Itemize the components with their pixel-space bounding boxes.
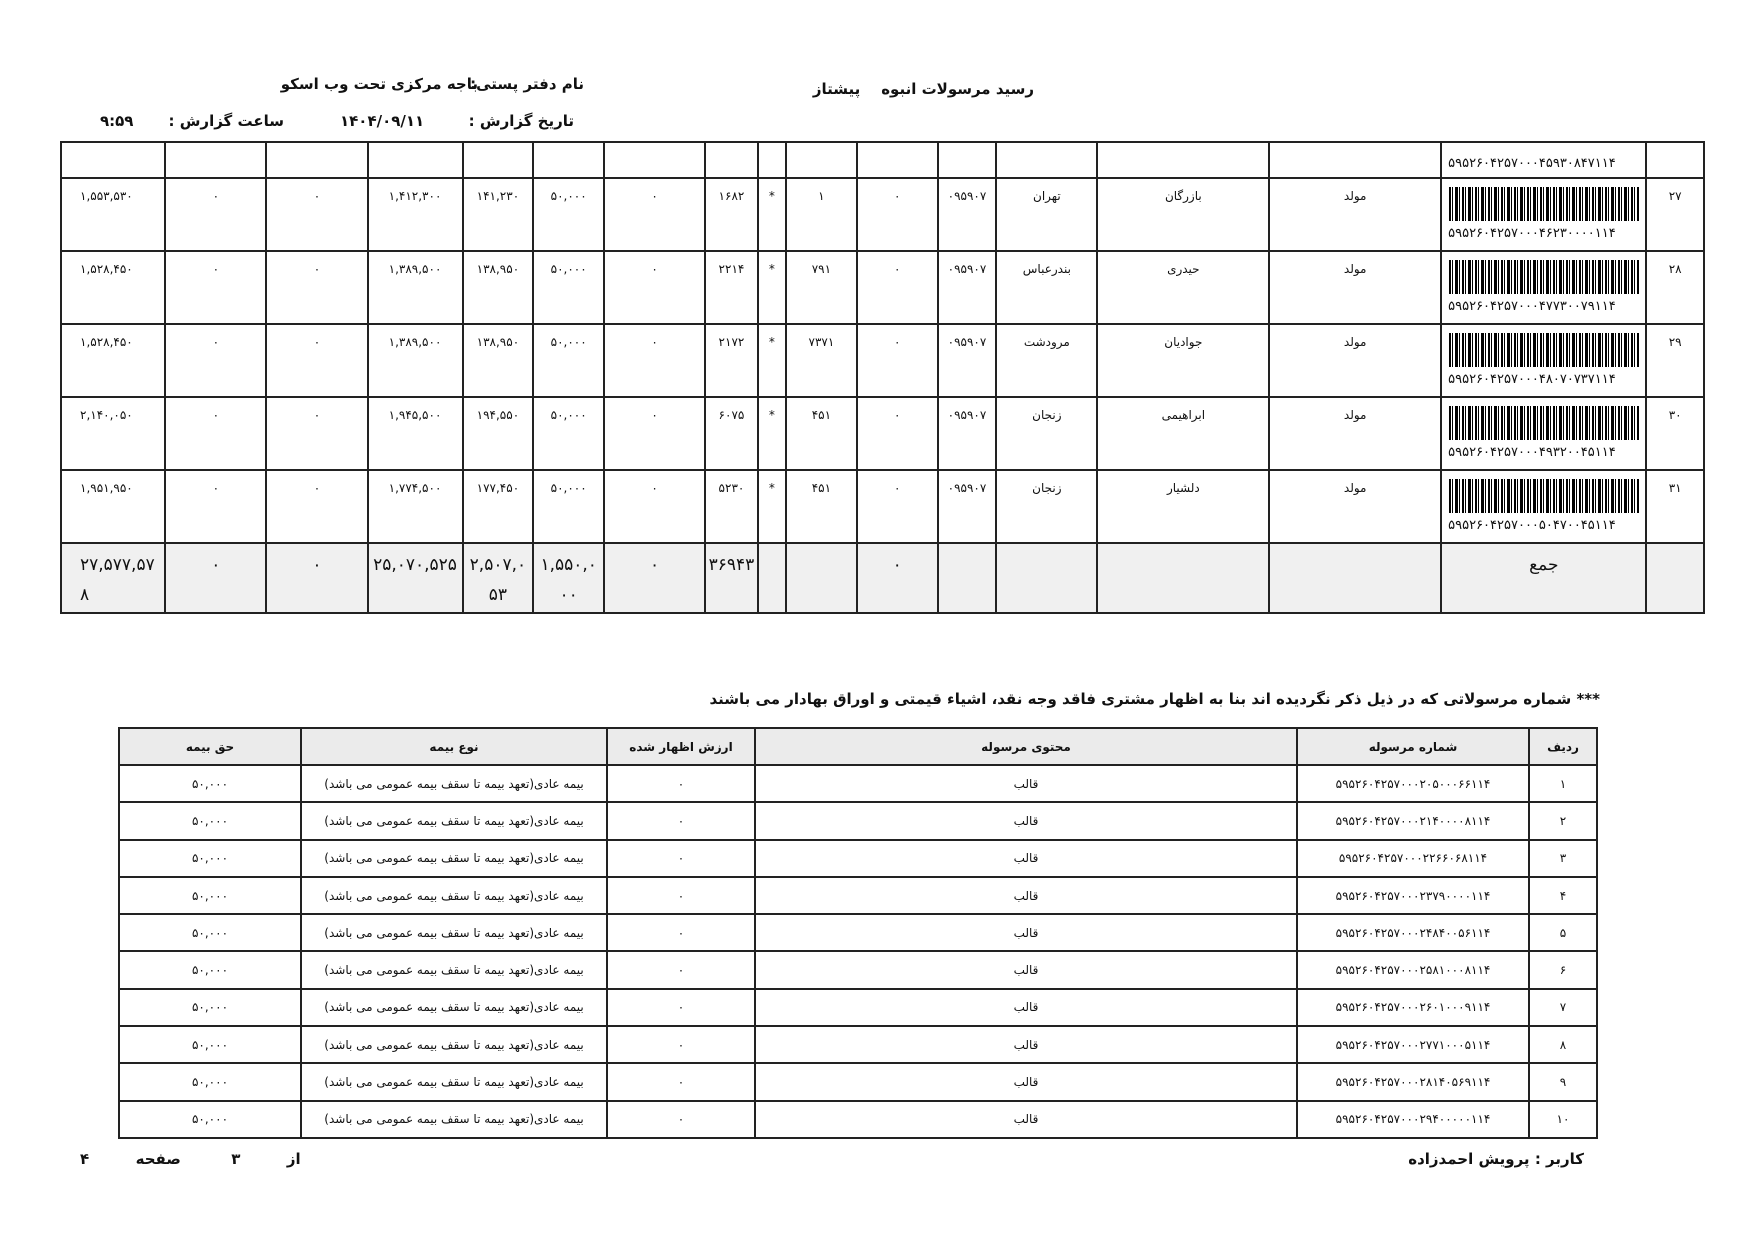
- cell-c11: ۰: [604, 397, 705, 470]
- cell-c9: *: [758, 397, 786, 470]
- cell-c8: ۴۵۱: [786, 397, 857, 470]
- ins-row-number: ۲: [1529, 802, 1597, 839]
- cell-c12: ۵۰,۰۰۰: [533, 470, 604, 543]
- sum-c7: ۰: [857, 543, 938, 613]
- code: ۰۹۵۹۰۷: [938, 397, 997, 470]
- row-total: ۱,۵۵۳,۵۳۰: [61, 178, 165, 251]
- city: بندرعباس: [996, 251, 1097, 324]
- sum-c11: ۰: [604, 543, 705, 613]
- ins-type: بیمه عادی(تعهد بیمه تا سقف بیمه عمومی می باشد): [301, 802, 607, 839]
- cell-c13: ۱۷۷,۴۵۰: [463, 470, 534, 543]
- ins-type: بیمه عادی(تعهد بیمه تا سقف بیمه عمومی می باشد): [301, 1063, 607, 1100]
- barcode-image: [1449, 479, 1639, 513]
- cell-c11: ۰: [604, 251, 705, 324]
- cell-c16: ۰: [165, 251, 266, 324]
- cell-c16: ۰: [165, 397, 266, 470]
- ins-declared: ۰: [607, 765, 755, 802]
- cell-c12: ۵۰,۰۰۰: [533, 178, 604, 251]
- cell-c14: ۱,۷۷۴,۵۰۰: [368, 470, 463, 543]
- barcode-cell: [1441, 470, 1646, 543]
- sum-empty: [938, 543, 997, 613]
- cell-c8: ۱: [786, 178, 857, 251]
- ins-row-number: ۵: [1529, 914, 1597, 951]
- cell-c14: ۱,۹۴۵,۵۰۰: [368, 397, 463, 470]
- weight: ۶۰۷۵: [705, 397, 758, 470]
- table-row-cut: [61, 142, 1704, 178]
- ins-content: قالب: [755, 989, 1297, 1026]
- receiver: حیدری: [1097, 251, 1269, 324]
- time-label: ساعت گزارش :: [168, 112, 284, 130]
- ins-declared: ۰: [607, 989, 755, 1026]
- page-total: ۴: [80, 1150, 90, 1168]
- time-value: ۹:۵۹: [100, 112, 134, 130]
- ins-type: بیمه عادی(تعهد بیمه تا سقف بیمه عمومی می باشد): [301, 989, 607, 1026]
- row-total: ۲,۱۴۰,۰۵۰: [61, 397, 165, 470]
- sender: مولد: [1269, 324, 1441, 397]
- ins-declared: ۰: [607, 802, 755, 839]
- sum-empty: [758, 543, 786, 613]
- ins-fee: ۵۰,۰۰۰: [119, 1101, 301, 1138]
- insurance-row: [119, 1063, 1597, 1100]
- insurance-row: [119, 1026, 1597, 1063]
- row-total: ۱,۵۲۸,۴۵۰: [61, 324, 165, 397]
- row-number: ۲۹: [1646, 324, 1704, 397]
- ins-declared: ۰: [607, 1101, 755, 1138]
- weight: ۲۱۷۲: [705, 324, 758, 397]
- cell-c12: ۵۰,۰۰۰: [533, 324, 604, 397]
- ins-fee: ۵۰,۰۰۰: [119, 1026, 301, 1063]
- page-of: از: [286, 1150, 301, 1168]
- ins-fee: ۵۰,۰۰۰: [119, 840, 301, 877]
- service-type: پیشتاز: [812, 80, 861, 98]
- ins-row-number: ۷: [1529, 989, 1597, 1026]
- sum-total: ۲۷,۵۷۷,۵۷۸: [61, 543, 165, 613]
- ins-content: قالب: [755, 1063, 1297, 1100]
- cell-c7: ۰: [857, 324, 938, 397]
- col-declared: ارزش اظهار شده: [607, 728, 755, 765]
- insurance-row: [119, 802, 1597, 839]
- ins-parcel-number: ۵۹۵۲۶۰۴۲۵۷۰۰۰۲۹۴۰۰۰۰۰۱۱۴: [1297, 1101, 1529, 1138]
- cell-c13: ۱۳۸,۹۵۰: [463, 251, 534, 324]
- ins-content: قالب: [755, 1026, 1297, 1063]
- city: زنجان: [996, 470, 1097, 543]
- ins-row-number: ۴: [1529, 877, 1597, 914]
- user-name: پرویش احمدزاده: [1408, 1150, 1530, 1168]
- ins-parcel-number: ۵۹۵۲۶۰۴۲۵۷۰۰۰۲۶۰۱۰۰۰۹۱۱۴: [1297, 989, 1529, 1026]
- weight: ۲۲۱۴: [705, 251, 758, 324]
- ins-content: قالب: [755, 951, 1297, 988]
- city: تهران: [996, 178, 1097, 251]
- note-text: *** شماره مرسولاتی که در ذیل ذکر نگردیده اند بنا به اظهار مشتری فاقد وجه نقد، اشیاء قیمتی و اوراق بهادار می باشند: [709, 690, 1600, 708]
- col-row: ردیف: [1529, 728, 1597, 765]
- ins-fee: ۵۰,۰۰۰: [119, 914, 301, 951]
- ins-parcel-number: ۵۹۵۲۶۰۴۲۵۷۰۰۰۲۸۱۴۰۵۶۹۱۱۴: [1297, 1063, 1529, 1100]
- sum-c15: ۰: [266, 543, 367, 613]
- insurance-row: [119, 1101, 1597, 1138]
- row-number: ۳۱: [1646, 470, 1704, 543]
- ins-content: قالب: [755, 802, 1297, 839]
- ins-fee: ۵۰,۰۰۰: [119, 951, 301, 988]
- cell-c11: ۰: [604, 470, 705, 543]
- ins-row-number: ۸: [1529, 1026, 1597, 1063]
- sum-empty: [996, 543, 1097, 613]
- ins-row-number: ۱: [1529, 765, 1597, 802]
- ins-type: بیمه عادی(تعهد بیمه تا سقف بیمه عمومی می باشد): [301, 840, 607, 877]
- barcode-number: ۵۹۵۲۶۰۴۲۵۷۰۰۰۴۶۲۳۰۰۰۰۱۱۴: [1448, 226, 1616, 241]
- ins-row-number: ۱۰: [1529, 1101, 1597, 1138]
- sum-empty: [1646, 543, 1704, 613]
- col-content: محتوی مرسوله: [755, 728, 1297, 765]
- ins-row-number: ۶: [1529, 951, 1597, 988]
- barcode-image: [1449, 406, 1639, 440]
- sum-empty: [786, 543, 857, 613]
- cell-c16: ۰: [165, 324, 266, 397]
- barcode-number: ۵۹۵۲۶۰۴۲۵۷۰۰۰۴۵۹۳۰۸۴۷۱۱۴: [1448, 156, 1616, 171]
- code: ۰۹۵۹۰۷: [938, 251, 997, 324]
- user-label: کاربر :: [1534, 1150, 1584, 1168]
- ins-declared: ۰: [607, 877, 755, 914]
- barcode-number: ۵۹۵۲۶۰۴۲۵۷۰۰۰۴۹۳۲۰۰۴۵۱۱۴: [1448, 445, 1616, 460]
- ins-content: قالب: [755, 914, 1297, 951]
- cell-c9: *: [758, 178, 786, 251]
- sum-label: جمع: [1441, 543, 1646, 613]
- cell-c13: ۱۳۸,۹۵۰: [463, 324, 534, 397]
- col-ins-type: نوع بیمه: [301, 728, 607, 765]
- insurance-row: [119, 914, 1597, 951]
- sum-row: [61, 543, 1704, 613]
- cell-c8: ۷۳۷۱: [786, 324, 857, 397]
- sender: مولد: [1269, 178, 1441, 251]
- table-row: [61, 251, 1704, 324]
- barcode-image: [1449, 260, 1639, 294]
- row-number: ۲۷: [1646, 178, 1704, 251]
- ins-type: بیمه عادی(تعهد بیمه تا سقف بیمه عمومی می باشد): [301, 1026, 607, 1063]
- insurance-row: [119, 765, 1597, 802]
- row-number: ۲۸: [1646, 251, 1704, 324]
- sum-c14: ۲۵,۰۷۰,۵۲۵: [368, 543, 463, 613]
- ins-row-number: ۹: [1529, 1063, 1597, 1100]
- cell-c11: ۰: [604, 178, 705, 251]
- insurance-row: [119, 840, 1597, 877]
- sender: مولد: [1269, 397, 1441, 470]
- ins-parcel-number: ۵۹۵۲۶۰۴۲۵۷۰۰۰۲۵۸۱۰۰۰۸۱۱۴: [1297, 951, 1529, 988]
- receiver: دلشیار: [1097, 470, 1269, 543]
- cell-c8: ۴۵۱: [786, 470, 857, 543]
- cell-c15: ۰: [266, 324, 367, 397]
- cell-c15: ۰: [266, 470, 367, 543]
- table-row: [61, 397, 1704, 470]
- ins-type: بیمه عادی(تعهد بیمه تا سقف بیمه عمومی می باشد): [301, 1101, 607, 1138]
- ins-declared: ۰: [607, 1026, 755, 1063]
- cell-c14: ۱,۳۸۹,۵۰۰: [368, 324, 463, 397]
- cell-c9: *: [758, 251, 786, 324]
- ins-fee: ۵۰,۰۰۰: [119, 989, 301, 1026]
- row-number: ۳۰: [1646, 397, 1704, 470]
- cell-c9: *: [758, 470, 786, 543]
- cell-c16: ۰: [165, 178, 266, 251]
- office-label: نام دفتر پستی:: [470, 75, 584, 93]
- cell-c12: ۵۰,۰۰۰: [533, 251, 604, 324]
- cell-c15: ۰: [266, 178, 367, 251]
- ins-type: بیمه عادی(تعهد بیمه تا سقف بیمه عمومی می باشد): [301, 765, 607, 802]
- ins-content: قالب: [755, 840, 1297, 877]
- cell-c15: ۰: [266, 251, 367, 324]
- page-current: ۳: [231, 1150, 241, 1168]
- cell-c9: *: [758, 324, 786, 397]
- sender: مولد: [1269, 470, 1441, 543]
- city: مرودشت: [996, 324, 1097, 397]
- cell-c7: ۰: [857, 470, 938, 543]
- barcode-number: ۵۹۵۲۶۰۴۲۵۷۰۰۰۵۰۴۷۰۰۴۵۱۱۴: [1448, 518, 1616, 533]
- ins-type: بیمه عادی(تعهد بیمه تا سقف بیمه عمومی می باشد): [301, 951, 607, 988]
- barcode-image: [1449, 333, 1639, 367]
- cell-c7: ۰: [857, 251, 938, 324]
- weight: ۵۲۳۰: [705, 470, 758, 543]
- insurance-table: [118, 727, 1598, 1139]
- ins-parcel-number: ۵۹۵۲۶۰۴۲۵۷۰۰۰۲۳۷۹۰۰۰۰۱۱۴: [1297, 877, 1529, 914]
- insurance-row: [119, 989, 1597, 1026]
- ins-content: قالب: [755, 1101, 1297, 1138]
- sum-empty: [1269, 543, 1441, 613]
- barcode-cell: [1441, 251, 1646, 324]
- ins-declared: ۰: [607, 1063, 755, 1100]
- date-label: تاریخ گزارش :: [468, 112, 574, 130]
- cell-c13: ۱۴۱,۲۳۰: [463, 178, 534, 251]
- cell-c8: ۷۹۱: [786, 251, 857, 324]
- sum-weight: ۳۶۹۴۳: [705, 543, 758, 613]
- ins-fee: ۵۰,۰۰۰: [119, 877, 301, 914]
- ins-parcel-number: ۵۹۵۲۶۰۴۲۵۷۰۰۰۲۷۷۱۰۰۰۵۱۱۴: [1297, 1026, 1529, 1063]
- sum-c12: ۱,۵۵۰,۰۰۰: [533, 543, 604, 613]
- receiver: ابراهیمی: [1097, 397, 1269, 470]
- ins-type: بیمه عادی(تعهد بیمه تا سقف بیمه عمومی می باشد): [301, 914, 607, 951]
- receiver: جوادیان: [1097, 324, 1269, 397]
- ins-declared: ۰: [607, 914, 755, 951]
- code: ۰۹۵۹۰۷: [938, 178, 997, 251]
- insurance-header-row: [119, 728, 1597, 765]
- sum-c16: ۰: [165, 543, 266, 613]
- ins-row-number: ۳: [1529, 840, 1597, 877]
- ins-parcel-number: ۵۹۵۲۶۰۴۲۵۷۰۰۰۲۰۵۰۰۰۶۶۱۱۴: [1297, 765, 1529, 802]
- barcode-number: ۵۹۵۲۶۰۴۲۵۷۰۰۰۴۷۷۳۰۰۷۹۱۱۴: [1448, 299, 1616, 314]
- weight: ۱۶۸۲: [705, 178, 758, 251]
- insurance-row: [119, 877, 1597, 914]
- office-name: باجه مرکزی تحت وب اسکو: [280, 75, 478, 93]
- date-value: ۱۴۰۴/۰۹/۱۱: [340, 112, 425, 130]
- ins-fee: ۵۰,۰۰۰: [119, 1063, 301, 1100]
- col-ins-fee: حق بیمه: [119, 728, 301, 765]
- cell-c13: ۱۹۴,۵۵۰: [463, 397, 534, 470]
- city: زنجان: [996, 397, 1097, 470]
- receipt-title-text: رسید مرسولات انبوه: [881, 80, 1034, 98]
- ins-fee: ۵۰,۰۰۰: [119, 802, 301, 839]
- ins-parcel-number: ۵۹۵۲۶۰۴۲۵۷۰۰۰۲۲۶۶۰۶۸۱۱۴: [1297, 840, 1529, 877]
- row-total: ۱,۹۵۱,۹۵۰: [61, 470, 165, 543]
- footer-user: [1408, 1150, 1584, 1168]
- sender: مولد: [1269, 251, 1441, 324]
- page-label: صفحه: [135, 1150, 181, 1168]
- cell-c12: ۵۰,۰۰۰: [533, 397, 604, 470]
- ins-declared: ۰: [607, 840, 755, 877]
- cell-c7: ۰: [857, 178, 938, 251]
- ins-type: بیمه عادی(تعهد بیمه تا سقف بیمه عمومی می باشد): [301, 877, 607, 914]
- sum-empty: [1097, 543, 1269, 613]
- cell-c14: ۱,۳۸۹,۵۰۰: [368, 251, 463, 324]
- ins-parcel-number: ۵۹۵۲۶۰۴۲۵۷۰۰۰۲۱۴۰۰۰۰۸۱۱۴: [1297, 802, 1529, 839]
- col-parcel-no: شماره مرسوله: [1297, 728, 1529, 765]
- barcode-image: [1449, 187, 1639, 221]
- barcode-cell: [1441, 178, 1646, 251]
- ins-fee: ۵۰,۰۰۰: [119, 765, 301, 802]
- table-row: [61, 178, 1704, 251]
- row-total: ۱,۵۲۸,۴۵۰: [61, 251, 165, 324]
- table-row: [61, 324, 1704, 397]
- cell-c16: ۰: [165, 470, 266, 543]
- parcels-table: [60, 141, 1705, 614]
- code: ۰۹۵۹۰۷: [938, 470, 997, 543]
- cell-c11: ۰: [604, 324, 705, 397]
- table-row: [61, 470, 1704, 543]
- receiver: بازرگان: [1097, 178, 1269, 251]
- ins-parcel-number: ۵۹۵۲۶۰۴۲۵۷۰۰۰۲۴۸۴۰۰۵۶۱۱۴: [1297, 914, 1529, 951]
- barcode-number: ۵۹۵۲۶۰۴۲۵۷۰۰۰۴۸۰۷۰۷۳۷۱۱۴: [1448, 372, 1616, 387]
- ins-content: قالب: [755, 877, 1297, 914]
- cell-c14: ۱,۴۱۲,۳۰۰: [368, 178, 463, 251]
- cell-c15: ۰: [266, 397, 367, 470]
- footer-page: [80, 1150, 301, 1168]
- barcode-cell: [1441, 397, 1646, 470]
- ins-content: قالب: [755, 765, 1297, 802]
- sum-c13: ۲,۵۰۷,۰۵۳: [463, 543, 534, 613]
- ins-declared: ۰: [607, 951, 755, 988]
- insurance-row: [119, 951, 1597, 988]
- code: ۰۹۵۹۰۷: [938, 324, 997, 397]
- cell-c7: ۰: [857, 397, 938, 470]
- barcode-cell: [1441, 324, 1646, 397]
- receipt-title: [813, 80, 1034, 98]
